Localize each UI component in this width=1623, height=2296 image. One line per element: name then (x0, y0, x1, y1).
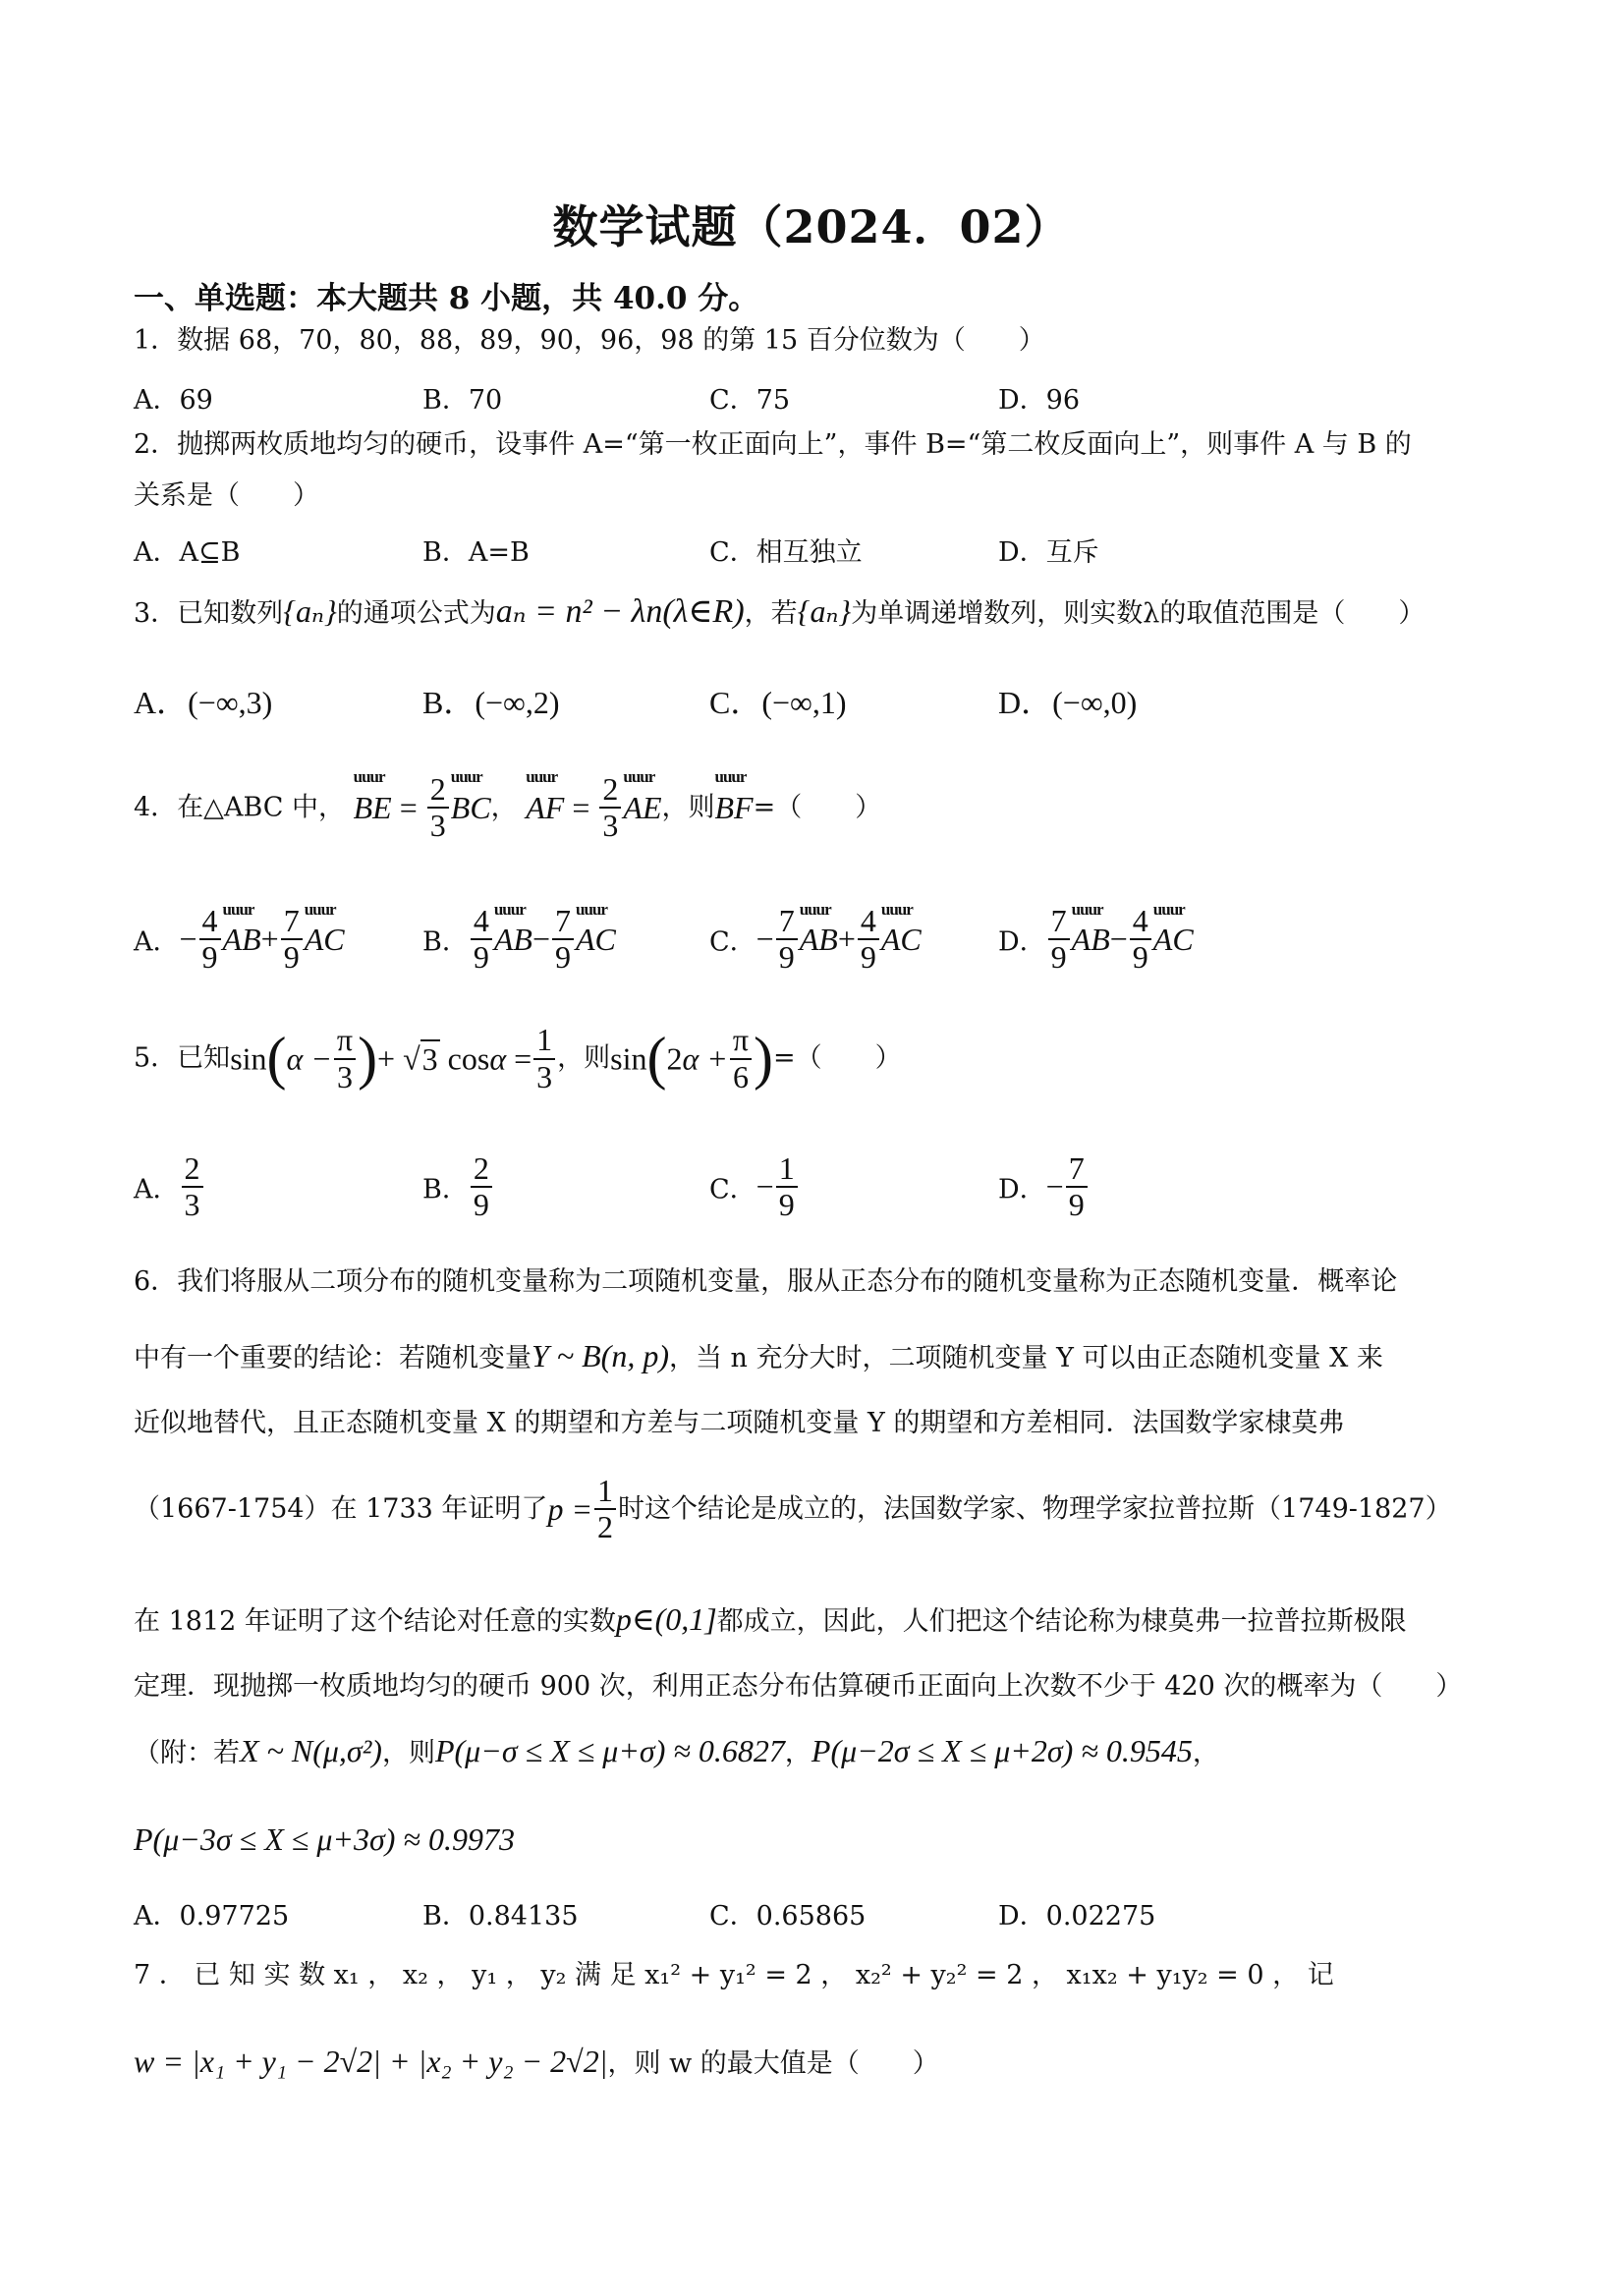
question-6-line-7 (134, 1731, 1219, 1770)
q5-option-a-label: A． (134, 1174, 180, 1205)
q6-line-2-text-b: ，当 n 充分大时，二项随机变量 Y 可以由正态随机变量 X 来 (668, 1343, 1383, 1373)
q4-option-d (998, 904, 1194, 975)
q6-option-b: B．0.84135 (422, 1901, 579, 1932)
q4-option-a-frac-2: $\frac{7}{9}$ (281, 904, 303, 975)
q3-text-4: 为单调递增数列，则实数λ的取值范围是（ ） (851, 598, 1426, 629)
q5-text-3: =（ ） (773, 1042, 902, 1074)
q4-option-d-frac-2: $\frac{4}{9}$ (1130, 904, 1151, 975)
q4-option-b-vector-ac: uuur AC (576, 922, 616, 958)
q4-text-1: 4．在△ABC 中， (134, 792, 346, 823)
q6-frac-half: $\frac{1}{2}$ (594, 1474, 616, 1544)
q5-frac-pi-3: $\frac{\pi}{3}$ (334, 1023, 356, 1093)
q5-text-2: ，则 (557, 1042, 611, 1074)
q4-option-d-label: D． (998, 926, 1046, 958)
q6-line-7-math-1: X ~ N(μ,σ²) (240, 1733, 382, 1768)
q1-option-d: D．96 (998, 385, 1081, 416)
q5-frac-1-3: $\frac{1}{3}$ (533, 1023, 555, 1093)
question-2-line-2: 关系是（ ） (134, 480, 319, 511)
question-6-line-2 (134, 1336, 1383, 1375)
q6-line-7-text-a: （附：若 (134, 1738, 240, 1768)
q2-option-a: A．A⊆B (134, 537, 241, 568)
q5-option-d (998, 1151, 1090, 1222)
q4-fraction-2: $\frac{2}{3}$ (599, 772, 621, 843)
q2-option-c: C．相互独立 (709, 537, 863, 568)
q5-option-a-frac: $\frac{2}{3}$ (182, 1151, 203, 1222)
q4-vector-be: uuur BE (354, 788, 392, 827)
q4-option-c-vector-ab: uuur AB (800, 922, 838, 958)
q5-option-b-frac: $\frac{2}{9}$ (471, 1151, 492, 1222)
q1-option-b: B．70 (422, 385, 503, 416)
q3-sequence-2: {aₙ} (797, 593, 852, 629)
q4-option-c-sign: − (756, 921, 774, 957)
q4-option-a-sign: − (179, 921, 197, 957)
q4-text-2: ，则 (661, 792, 715, 823)
question-6-line-4 (134, 1474, 1452, 1544)
q4-option-a-vector-ac: uuur AC (305, 922, 345, 958)
q4-option-c-vector-ac: uuur AC (881, 922, 922, 958)
q6-line-7-text-c: ， (784, 1738, 812, 1768)
q4-option-b-label: B． (422, 926, 469, 958)
question-5-stem (134, 1022, 902, 1095)
question-6-line-3: 近似地替代，且正态随机变量 X 的期望和方差与二项随机变量 Y 的期望和方差相同．法国数学家棣莫弗 (134, 1408, 1345, 1438)
q3-text-1: 3．已知数列 (134, 598, 284, 629)
q4-equals-2: = (564, 790, 598, 826)
q6-line-5-text-b: 都成立，因此，人们把这个结论称为棣莫弗一拉普拉斯极限 (716, 1606, 1407, 1637)
question-6-line-1: 6．我们将服从二项分布的随机变量称为二项随机变量，服从正态分布的随机变量称为正态随机变量．概率论 (134, 1266, 1398, 1297)
q4-fraction-1: $\frac{2}{3}$ (427, 772, 449, 843)
q5-option-b-label: B． (422, 1174, 469, 1205)
q4-option-d-operator: − (1109, 921, 1128, 957)
q6-option-c: C．0.65865 (709, 1901, 867, 1932)
question-2-line-1: 2．抛掷两枚质地均匀的硬币，设事件 A=“第一枚正面向上”，事件 B=“第二枚反面向上”，则事件 A 与 B 的 (134, 429, 1412, 460)
q4-comma: ， (490, 792, 518, 823)
q4-option-c-label: C． (709, 926, 756, 958)
q5-option-c-frac: $\frac{1}{9}$ (776, 1151, 798, 1222)
q3-option-a: A．(−∞,3) (134, 685, 273, 720)
q5-frac-pi-6: $\frac{\pi}{6}$ (730, 1023, 752, 1093)
q5-option-a (134, 1151, 205, 1222)
q3-option-b: B．(−∞,2) (422, 685, 560, 720)
question-1-stem: 1．数据 68，70，80，88，89，90，96，98 的第 15 百分位数为（ ） (134, 325, 1045, 356)
q5-paren-close-2: ) (754, 1026, 774, 1091)
q6-line-7-math-3: P(μ−2σ ≤ X ≤ μ+2σ) ≈ 0.9545 (811, 1733, 1193, 1768)
q4-option-d-vector-ac: uuur AC (1153, 922, 1194, 958)
q4-equals-1: = (391, 790, 425, 826)
question-4-stem (134, 772, 881, 843)
q6-line-4-math: p = (547, 1491, 593, 1528)
q5-option-b (422, 1151, 494, 1222)
q5-sqrt3-cos: + √3 cosα = (377, 1040, 532, 1077)
q5-alpha-minus: α − (286, 1040, 332, 1077)
q5-paren-close-1: ) (358, 1026, 378, 1091)
q3-option-c: C．(−∞,1) (709, 685, 847, 720)
page-title: 数学试题（2024．02） (552, 200, 1071, 253)
q2-option-d: D．互斥 (998, 537, 1099, 568)
q6-line-4-text-b: 时这个结论是成立的，法国数学家、物理学家拉普拉斯（1749-1827） (618, 1493, 1452, 1525)
q4-option-a-frac-1: $\frac{4}{9}$ (199, 904, 221, 975)
q4-option-a-operator: + (260, 921, 279, 957)
q4-vector-af: uuur AF (526, 788, 564, 827)
q4-vector-bf: uuur BF (714, 788, 753, 827)
q4-option-b-frac-1: $\frac{4}{9}$ (471, 904, 492, 975)
q6-option-a: A．0.97725 (134, 1901, 290, 1932)
q4-option-a (134, 904, 345, 975)
q4-option-a-label: A． (134, 926, 180, 958)
q4-option-b-frac-2: $\frac{7}{9}$ (552, 904, 574, 975)
q3-text-2: 的通项公式为 (336, 598, 496, 629)
q5-text-1: 5．已知 (134, 1042, 231, 1074)
q1-option-a: A．69 (134, 385, 213, 416)
q4-option-b-vector-ab: uuur AB (494, 922, 532, 958)
q4-vector-bc: uuur BC (451, 788, 491, 827)
q6-line-2-text-a: 中有一个重要的结论：若随机变量 (134, 1343, 532, 1373)
q6-line-7-text-b: ，则 (381, 1738, 435, 1768)
q3-sequence: {aₙ} (283, 593, 337, 629)
q6-line-7-text-d: ， (1192, 1738, 1219, 1768)
q5-option-d-frac: $\frac{7}{9}$ (1066, 1151, 1088, 1222)
q7-line-2-text: ，则 w 的最大值是（ ） (607, 2048, 939, 2079)
question-6-line-8 (134, 1820, 515, 1859)
q4-option-b (422, 904, 616, 975)
q6-line-7-math-2: P(μ−σ ≤ X ≤ μ+σ) ≈ 0.6827 (434, 1733, 785, 1768)
q5-option-c-sign: − (756, 1168, 774, 1204)
q4-option-a-vector-ab: uuur AB (223, 922, 261, 958)
q6-line-5-math: p∈(0,1] (615, 1601, 717, 1637)
q5-paren-open-1: ( (266, 1026, 287, 1091)
section-heading: 一、单选题：本大题共 8 小题，共 40.0 分。 (134, 281, 759, 316)
q4-text-3: =（ ） (753, 792, 882, 823)
q4-option-d-vector-ab: uuur AB (1072, 922, 1110, 958)
q4-option-b-operator: − (532, 921, 550, 957)
question-7-line-2 (134, 2042, 939, 2081)
q5-2alpha-plus: 2α + (666, 1040, 728, 1077)
q6-line-2-math: Y ~ B(n, p) (532, 1338, 669, 1373)
q5-option-c (709, 1151, 800, 1222)
q5-option-d-sign: − (1045, 1168, 1064, 1204)
q6-line-8-math: P(μ−3σ ≤ X ≤ μ+3σ) ≈ 0.9973 (134, 1821, 515, 1857)
question-6-line-6: 定理．现抛掷一枚质地均匀的硬币 900 次，利用正态分布估算硬币正面向上次数不少于 420 次的概率为（ ） (134, 1671, 1463, 1702)
q5-sin-2: sin (610, 1040, 647, 1077)
q2-option-b: B．A=B (422, 537, 530, 568)
q4-vector-ae: uuur AE (623, 788, 661, 827)
q5-option-c-label: C． (709, 1174, 756, 1205)
question-3-stem (134, 591, 1425, 634)
q3-text-3: ，若 (744, 598, 798, 629)
q5-sin-1: sin (230, 1040, 267, 1077)
question-6-line-5 (134, 1599, 1407, 1639)
q5-paren-open-2: ( (646, 1026, 667, 1091)
q4-option-c-frac-2: $\frac{4}{9}$ (858, 904, 879, 975)
q1-option-c: C．75 (709, 385, 791, 416)
q6-option-d: D．0.02275 (998, 1901, 1156, 1932)
q4-option-c-operator: + (837, 921, 856, 957)
q6-line-4-text-a: （1667-1754）在 1733 年证明了 (134, 1493, 548, 1525)
q7-line-2-math: w = |x₁ + y₁ − 2√2| + |x₂ + y₂ − 2√2| (134, 2044, 608, 2079)
q5-option-d-label: D． (998, 1174, 1046, 1205)
q4-option-c (709, 904, 922, 975)
q4-option-d-frac-1: $\frac{7}{9}$ (1048, 904, 1070, 975)
q3-formula: aₙ = n² − λn(λ∈R) (495, 593, 745, 630)
q6-line-5-text-a: 在 1812 年证明了这个结论对任意的实数 (134, 1606, 616, 1637)
q4-option-c-frac-1: $\frac{7}{9}$ (776, 904, 798, 975)
question-7-line-1: 7 ． 已 知 实 数 x₁ ， x₂ ， y₁ ， y₂ 满 足 x₁² + y₁² = 2 ， x₂² + y₂² = 2 ， x₁x₂ + y₁y₂ = 0 ， 记 (134, 1960, 1334, 1990)
q3-option-d: D．(−∞,0) (998, 685, 1138, 720)
